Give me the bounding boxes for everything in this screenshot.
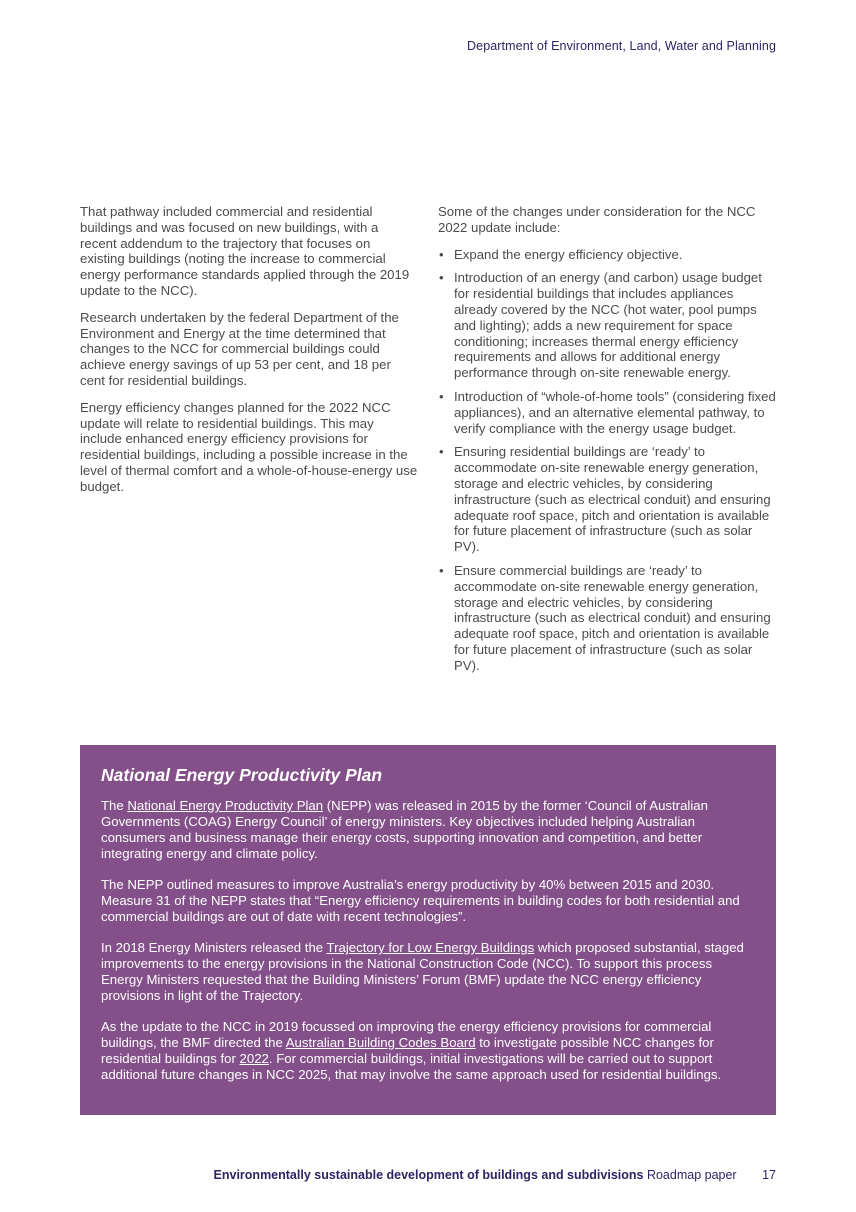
abcb-link[interactable]: Australian Building Codes Board xyxy=(285,1035,476,1050)
text: As the update to the NCC in 2019 focussed on improving the energy efficiency provisions for commercial buildings, the BMF directed the xyxy=(101,1019,712,1050)
callout-paragraph-2: The NEPP outlined measures to improve Australia’s energy productivity by 40% between 2015 and 2030. Measure 31 of the NEPP states that “Energy efficiency requirements in building codes for both residential and commercial buildings are out of date with recent technologies”. xyxy=(101,877,740,924)
text: to investigate possible NCC changes for residential buildings for xyxy=(101,1035,714,1066)
page-number: 17 xyxy=(762,1168,776,1182)
left-paragraph-2: Research undertaken by the federal Department of the Environment and Energy at the time determined that changes to the NCC for commercial buildings could achieve energy savings of up 53 per cent, and 18 per cent for residential buildings. xyxy=(80,309,399,388)
list-item: • Introduction of “whole-of-home tools” (considering fixed appliances), and an alternative elemental pathway, to verify compliance with the energy usage budget. xyxy=(438,389,778,436)
page-footer xyxy=(214,1168,776,1182)
text: which proposed substantial, staged improvements to the energy provisions in the National Construction Code (NCC). To support this process Energy Ministers requested that the Building Ministers’ Forum (BMF) update the NCC energy efficiency provisions in light of the Trajectory. xyxy=(101,940,744,1003)
callout-paragraph-1 xyxy=(101,798,754,862)
text: . For commercial buildings, initial investigations will be carried out to support additional future changes in NCC 2025, that may involve the same approach used for residential buildings. xyxy=(101,1051,722,1082)
list-item: • Expand the energy efficiency objective. xyxy=(438,247,778,263)
callout-paragraph-3 xyxy=(101,940,754,1004)
right-intro: Some of the changes under consideration for the NCC 2022 update include: xyxy=(438,204,756,235)
list-item: • Introduction of an energy (and carbon) usage budget for residential buildings that includes appliances already covered by the NCC (hot water, pool pumps and lighting); adds a new requirement for space conditioning; increases thermal energy efficiency requirements and allows for additional energy performance through on-site renewable energy. xyxy=(438,270,778,381)
nepp-callout-box xyxy=(80,745,776,1115)
left-paragraph-3: Energy efficiency changes planned for the 2022 NCC update will relate to residential buildings. This may include enhanced energy efficiency provisions for residential buildings, including a possible increase in the level of thermal comfort and a whole-of-house-energy use budget. xyxy=(80,399,418,494)
list-item: • Ensure commercial buildings are ‘ready’ to accommodate on-site renewable energy generation, storage and electric vehicles, by considering infrastructure (such as electrical conduit) and ensuring adequate roof space, pitch and orientation is available for future placement of infrastructure (such as solar PV). xyxy=(438,563,778,674)
text: In 2018 Energy Ministers released the xyxy=(101,940,327,955)
left-paragraph-1: That pathway included commercial and residential buildings and was focused on new buildings, with a recent addendum to the trajectory that focuses on existing buildings (noting the increase to commercial energy performance standards applied through the 2019 update to the NCC). xyxy=(80,204,410,298)
changes-list xyxy=(438,247,778,674)
text: (NEPP) was released in 2015 by the former ‘Council of Australian Governments (COAG) Energy Council’ of energy ministers. Key objectives included helping Australian consumers and business manage their energy costs, supporting innovation and competition, and better integrating energy and climate policy. xyxy=(101,798,708,861)
ncc-2022-link[interactable]: 2022 xyxy=(239,1051,269,1066)
footer-title: Environmentally sustainable development of buildings and subdivisions xyxy=(213,1168,644,1182)
callout-paragraph-4 xyxy=(101,1019,754,1083)
text: The xyxy=(101,798,128,813)
trajectory-link[interactable]: Trajectory for Low Energy Buildings xyxy=(326,940,535,955)
left-column xyxy=(80,204,418,506)
nepp-link[interactable]: National Energy Productivity Plan xyxy=(127,798,324,813)
callout-title: National Energy Productivity Plan xyxy=(101,765,383,785)
page-header-org: Department of Environment, Land, Water and Planning xyxy=(467,39,776,53)
right-column xyxy=(438,204,778,682)
list-item: • Ensuring residential buildings are ‘ready’ to accommodate on-site renewable energy generation, storage and electric vehicles, by considering infrastructure (such as electrical conduit) and ensuring adequate roof space, pitch and orientation is available for future placement of infrastructure (such as solar PV). xyxy=(438,444,778,555)
footer-subtitle: Roadmap paper xyxy=(646,1168,737,1182)
